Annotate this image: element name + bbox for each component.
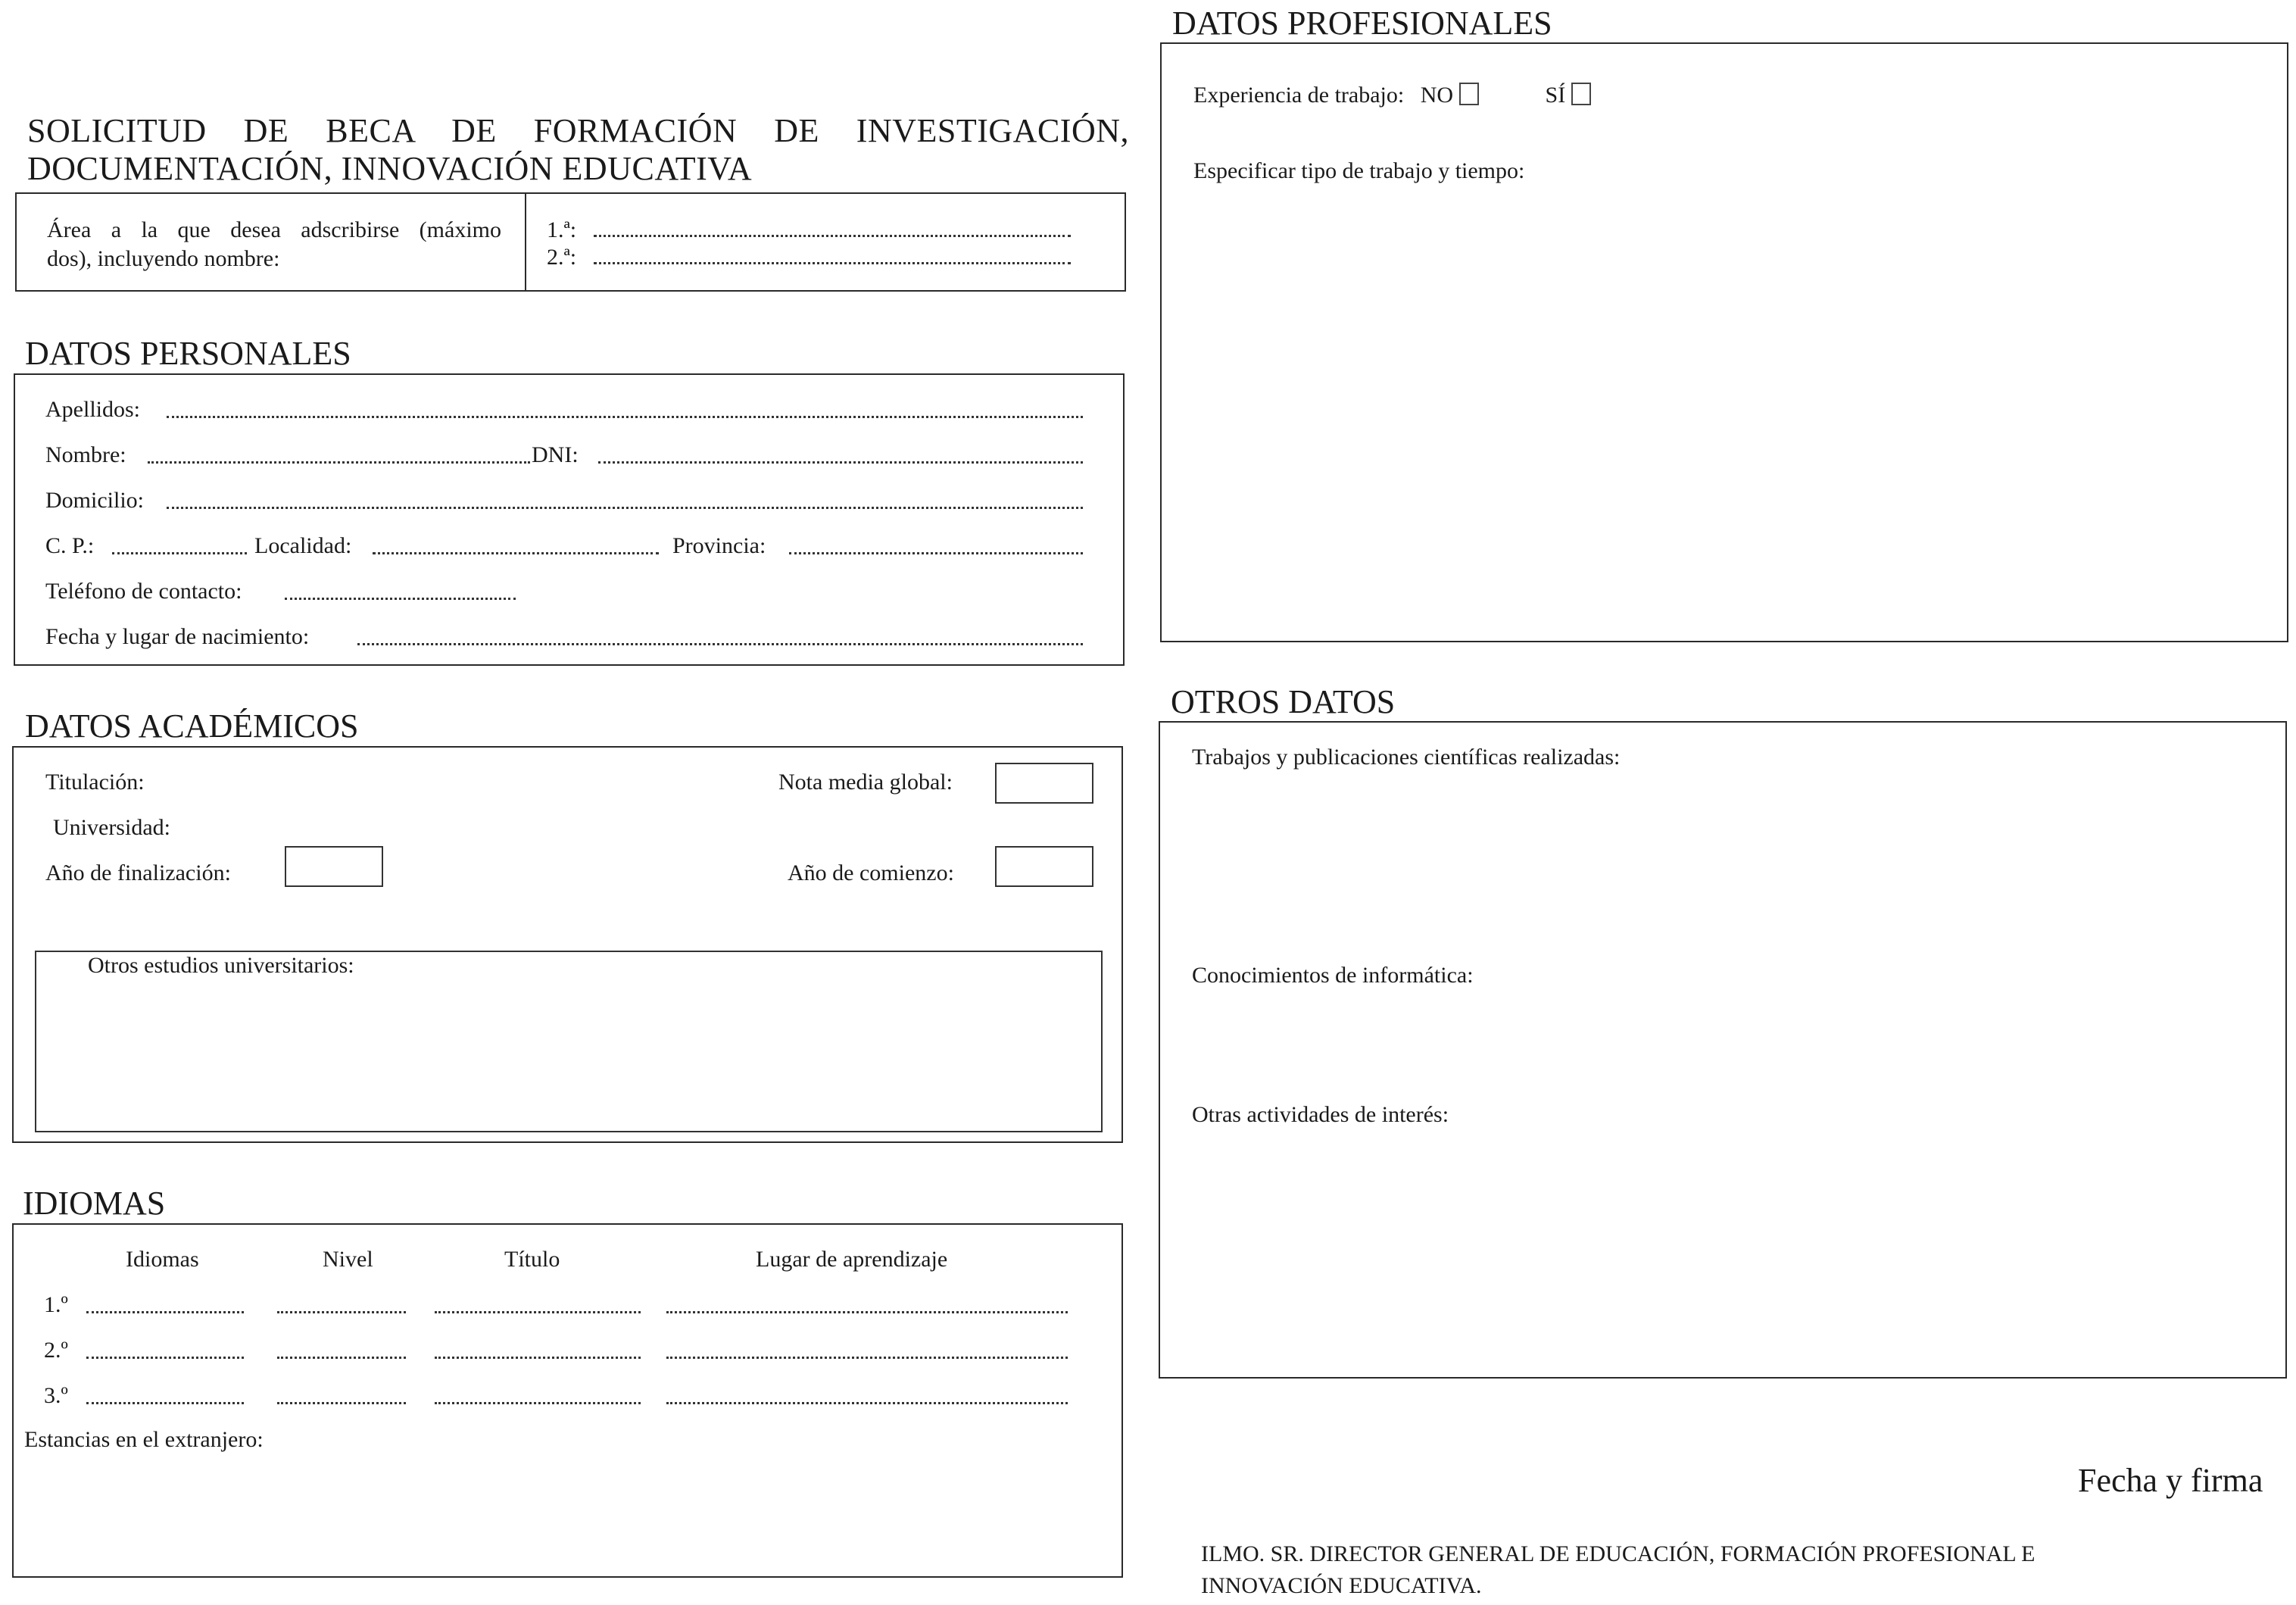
experience-row	[1193, 82, 1591, 109]
area-divider	[525, 194, 526, 290]
language-row-2-idioma[interactable]	[86, 1357, 244, 1359]
nota-input[interactable]	[995, 763, 1093, 804]
telefono-label: Teléfono de contacto:	[45, 579, 242, 604]
language-row-2-number: 2.º	[44, 1338, 68, 1363]
personal-heading: DATOS PERSONALES	[25, 335, 351, 372]
language-row-1-titulo[interactable]	[435, 1311, 641, 1313]
otros-estudios-box[interactable]	[35, 951, 1103, 1132]
otros-estudios-label: Otros estudios universitarios:	[88, 953, 354, 978]
comienzo-input[interactable]	[995, 846, 1093, 887]
area-box	[15, 192, 1126, 292]
experience-label: Experiencia de trabajo:	[1193, 83, 1405, 108]
form-title-line1: SOLICITUD DE BECA DE FORMACIÓN DE INVESTIGACIÓN,	[27, 112, 1129, 149]
nacimiento-label: Fecha y lugar de nacimiento:	[45, 624, 310, 649]
experience-no-label: NO	[1420, 83, 1454, 108]
languages-col-idiomas: Idiomas	[126, 1247, 199, 1272]
area-option-2-field[interactable]	[594, 262, 1071, 264]
area-option-2-label: 2.ª:	[547, 245, 577, 270]
apellidos-field[interactable]	[167, 416, 1083, 418]
localidad-field[interactable]	[373, 552, 659, 554]
domicilio-field[interactable]	[167, 507, 1083, 509]
apellidos-label: Apellidos:	[45, 397, 140, 422]
area-label-line1: Área a la que desea adscribirse (máximo	[47, 217, 501, 242]
language-row-1-number: 1.º	[44, 1292, 68, 1317]
area-label-line2: dos), incluyendo nombre:	[47, 246, 280, 271]
experience-yes-checkbox[interactable]	[1571, 83, 1591, 105]
experience-yes-label: SÍ	[1545, 83, 1566, 108]
language-row-3-number: 3.º	[44, 1383, 68, 1408]
language-row-3-lugar[interactable]	[666, 1402, 1068, 1404]
area-option-1-label: 1.ª:	[547, 217, 577, 242]
language-row-3-nivel[interactable]	[277, 1402, 406, 1404]
language-row-2-nivel[interactable]	[277, 1357, 406, 1359]
language-row-3-idioma[interactable]	[86, 1402, 244, 1404]
cp-label: C. P.:	[45, 533, 95, 558]
provincia-label: Provincia:	[672, 533, 766, 558]
activities-label: Otras actividades de interés:	[1192, 1102, 1449, 1127]
comienzo-label: Año de comienzo:	[788, 860, 954, 885]
form-title-line2: DOCUMENTACIÓN, INNOVACIÓN EDUCATIVA	[27, 150, 753, 187]
language-row-2-lugar[interactable]	[666, 1357, 1068, 1359]
computing-label: Conocimientos de informática:	[1192, 963, 1474, 988]
languages-heading: IDIOMAS	[23, 1185, 166, 1222]
area-option-1-field[interactable]	[594, 235, 1071, 237]
stays-label: Estancias en el extranjero:	[24, 1427, 264, 1452]
academic-heading: DATOS ACADÉMICOS	[25, 707, 359, 745]
personal-box	[14, 373, 1125, 666]
publications-label: Trabajos y publicaciones científicas realizadas:	[1192, 745, 1621, 770]
nombre-field[interactable]	[148, 461, 530, 464]
provincia-field[interactable]	[789, 552, 1083, 554]
telefono-field[interactable]	[285, 598, 516, 600]
other-box	[1159, 721, 2287, 1379]
fin-input[interactable]	[285, 846, 383, 887]
cp-field[interactable]	[112, 552, 247, 554]
academic-box	[12, 746, 1123, 1143]
universidad-label: Universidad:	[53, 815, 170, 840]
languages-col-lugar: Lugar de aprendizaje	[756, 1247, 948, 1272]
domicilio-label: Domicilio:	[45, 488, 144, 513]
dni-field[interactable]	[598, 461, 1083, 464]
professional-box	[1160, 42, 2288, 642]
localidad-label: Localidad:	[254, 533, 352, 558]
professional-heading: DATOS PROFESIONALES	[1172, 5, 1552, 42]
language-row-1-lugar[interactable]	[666, 1311, 1068, 1313]
language-row-2-titulo[interactable]	[435, 1357, 641, 1359]
nacimiento-field[interactable]	[357, 643, 1083, 645]
addressee-line1: ILMO. SR. DIRECTOR GENERAL DE EDUCACIÓN, FORMACIÓN PROFESIONAL E	[1201, 1541, 2036, 1566]
other-heading: OTROS DATOS	[1171, 683, 1396, 720]
language-row-1-nivel[interactable]	[277, 1311, 406, 1313]
dni-label: DNI:	[532, 442, 579, 467]
fin-label: Año de finalización:	[45, 860, 231, 885]
language-row-1-idioma[interactable]	[86, 1311, 244, 1313]
language-row-3-titulo[interactable]	[435, 1402, 641, 1404]
languages-box	[12, 1223, 1123, 1578]
titulacion-label: Titulación:	[45, 770, 145, 795]
experience-no-checkbox[interactable]	[1459, 83, 1479, 105]
addressee-line2: INNOVACIÓN EDUCATIVA.	[1201, 1573, 1482, 1598]
specify-label: Especificar tipo de trabajo y tiempo:	[1193, 158, 1525, 183]
signature-label: Fecha y firma	[2078, 1462, 2263, 1499]
languages-col-nivel: Nivel	[323, 1247, 373, 1272]
nota-label: Nota media global:	[778, 770, 953, 795]
languages-col-titulo: Título	[504, 1247, 560, 1272]
nombre-label: Nombre:	[45, 442, 126, 467]
